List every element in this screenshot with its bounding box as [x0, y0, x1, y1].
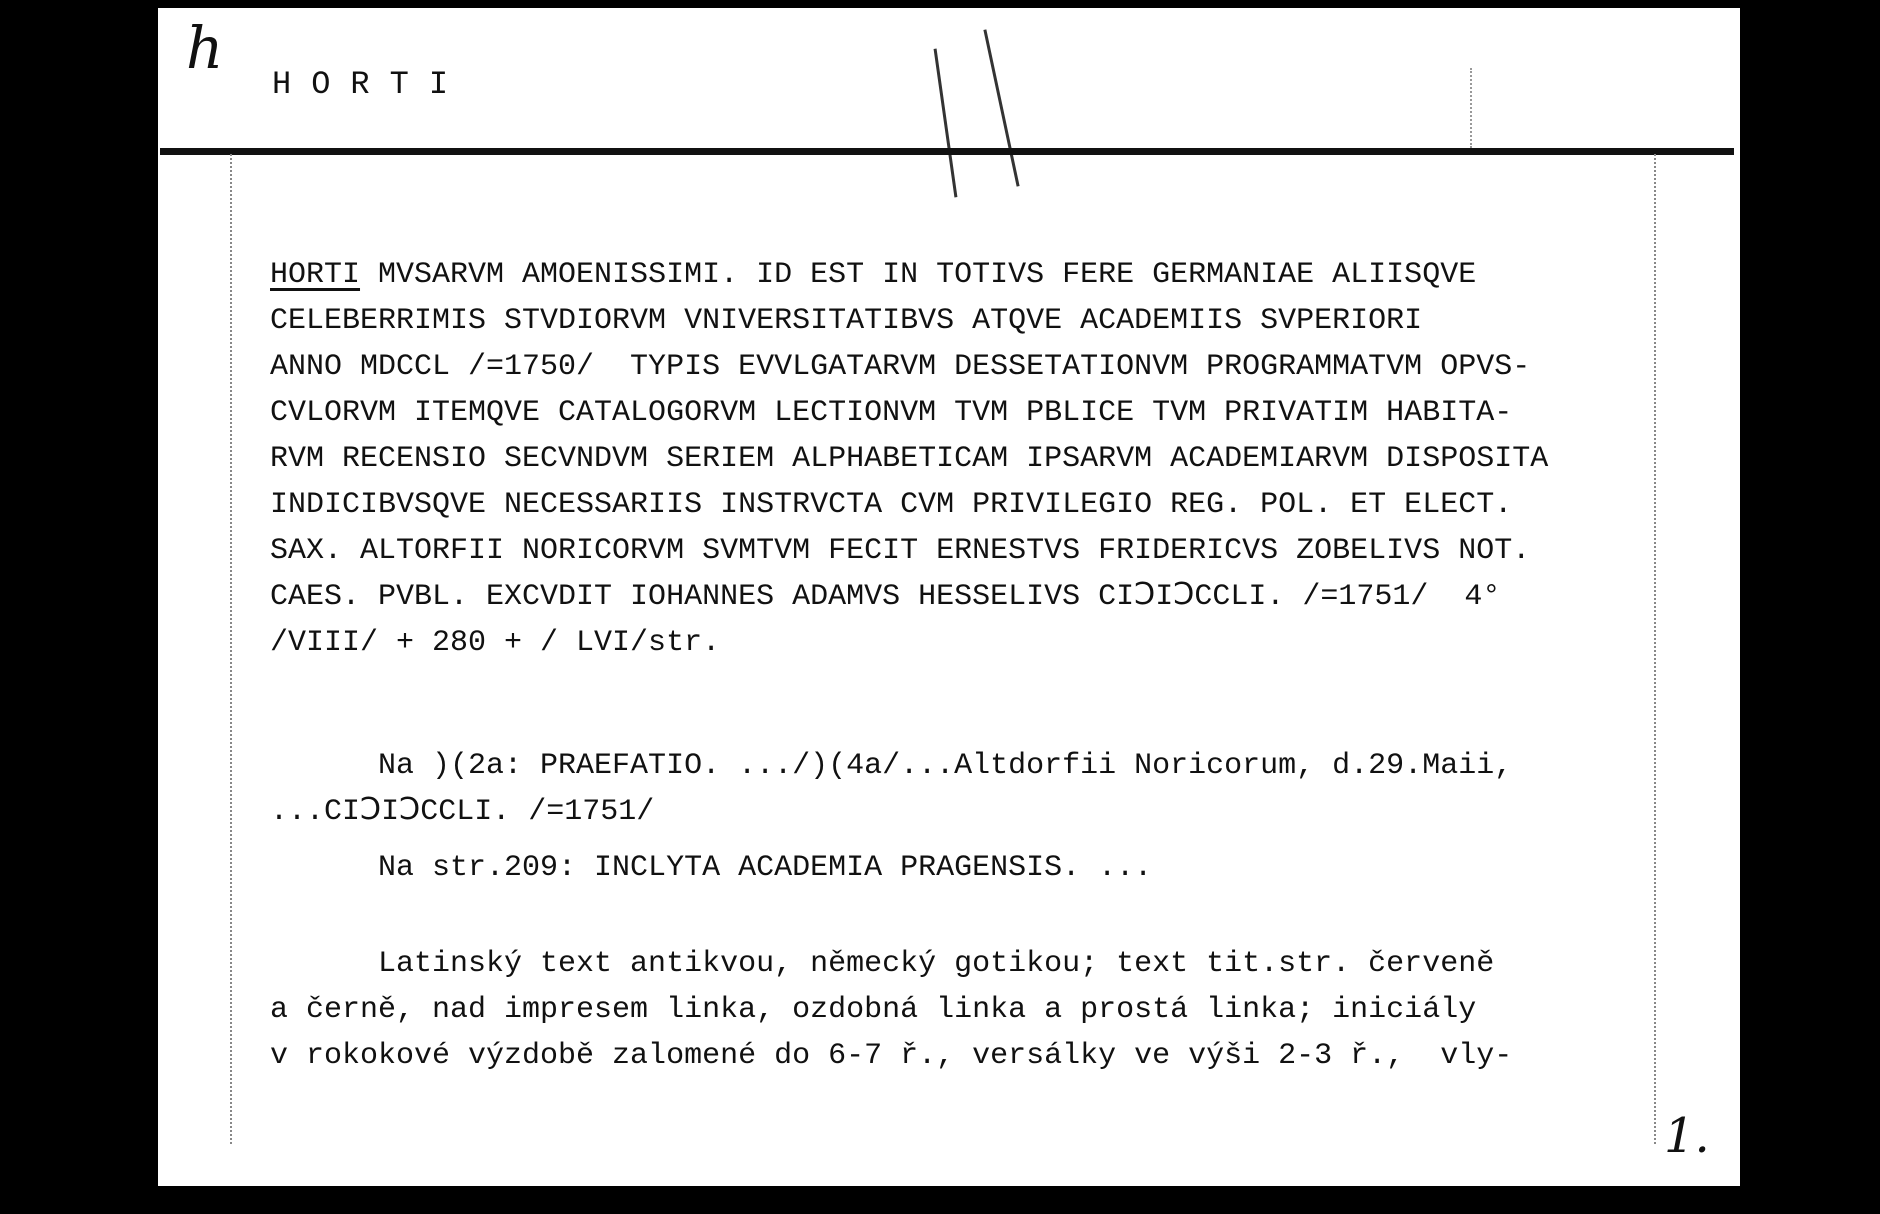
note-line: Na )(2a: PRAEFATIO. .../)(4a/...Altdorfii Noricorum, d.29.Maii, [270, 749, 1513, 783]
title-line: RVM RECENSIO SECVNDVM SERIEM ALPHABETICAM IPSARVM ACADEMIARVM DISPOSITA [270, 442, 1549, 476]
dotted-margin-left [230, 154, 232, 1144]
title-line: HORTI MVSARVM AMOENISSIMI. ID EST IN TOTIVS FERE GERMANIAE ALIISQVE [270, 258, 1477, 292]
scan-scratch-mark [934, 49, 958, 198]
description-line: v rokokové výzdobě zalomené do 6-7 ř., versálky ve výši 2-3 ř., vly- [270, 1039, 1513, 1073]
note-line: Na str.209: INCLYTA ACADEMIA PRAGENSIS. ... [270, 851, 1153, 885]
title-line: ANNO MDCCL /=1750/ TYPIS EVVLGATARVM DESSETATIONVM PROGRAMMATVM OPVS- [270, 350, 1531, 384]
note-line: ...CIↃIↃCCLI. /=1751/ [270, 795, 655, 829]
description-line: a černě, nad impresem linka, ozdobná linka a prostá linka; iniciály [270, 993, 1477, 1027]
card-heading: HORTI [272, 66, 469, 103]
header-rule [160, 148, 1734, 155]
title-line: INDICIBVSQVE NECESSARIIS INSTRVCTA CVM PRIVILEGIO REG. POL. ET ELECT. [270, 488, 1513, 522]
dotted-margin-right [1654, 154, 1656, 1144]
description-line: Latinský text antikvou, německý gotikou; text tit.str. červeně [270, 947, 1495, 981]
title-line: CVLORVM ITEMQVE CATALOGORVM LECTIONVM TVM PBLICE TVM PRIVATIM HABITA- [270, 396, 1513, 430]
title-line: /VIII/ + 280 + / LVI/str. [270, 626, 721, 660]
scan-scratch-mark [983, 29, 1019, 186]
handwritten-page-number: 1. [1664, 1108, 1710, 1164]
handwritten-corner-mark: h [186, 14, 224, 82]
title-line: SAX. ALTORFII NORICORVM SVMTVM FECIT ERNESTVS FRIDERICVS ZOBELIVS NOT. [270, 534, 1531, 568]
title-line: CAES. PVBL. EXCVDIT IOHANNES ADAMVS HESSELIVS CIↃIↃCCLI. /=1751/ 4° [270, 580, 1501, 614]
dotted-guide-top [1470, 68, 1472, 148]
catalog-card [158, 8, 1740, 1186]
title-lead-word: HORTI [270, 258, 361, 292]
title-line: CELEBERRIMIS STVDIORVM VNIVERSITATIBVS ATQVE ACADEMIIS SVPERIORI [270, 304, 1423, 338]
